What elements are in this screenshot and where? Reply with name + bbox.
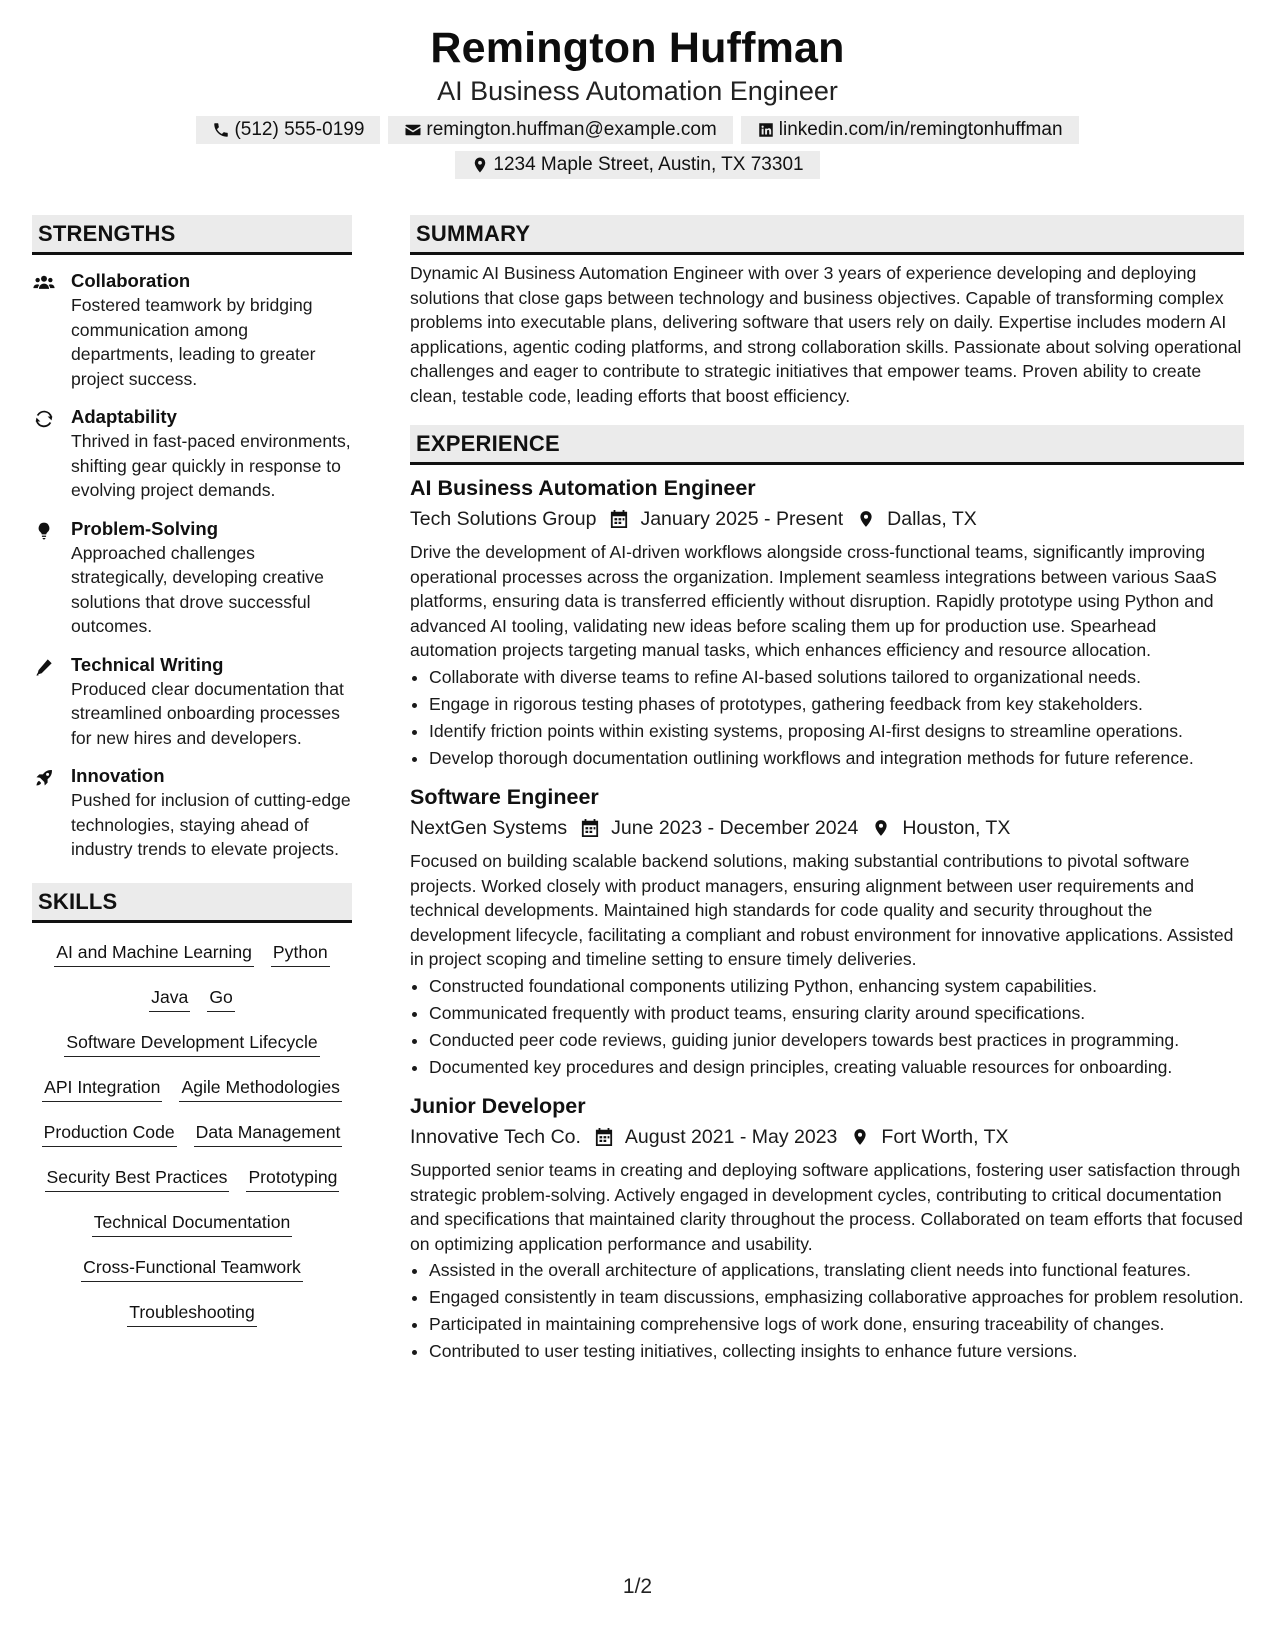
strength-item [32,517,352,639]
skills-list [32,940,352,1327]
job-company: Tech Solutions Group [410,508,597,530]
skill-tag: Python [271,940,330,967]
map-pin-icon [471,156,489,174]
phone-icon [212,121,230,139]
contact-row-2 [0,151,1275,179]
job-location: Fort Worth, TX [881,1126,1009,1148]
strength-desc: Pushed for inclusion of cutting-edge technologies, staying ahead of industry trends to elevate projects. [71,790,351,859]
job-title: Software Engineer [410,785,599,809]
job-entry [410,1091,1244,1364]
strength-desc: Approached challenges strategically, developing creative solutions that drove successful outcomes. [71,542,324,636]
job-dates: August 2021 - May 2023 [624,1126,838,1148]
skills-heading: SKILLS [32,883,352,923]
strength-title: Collaboration [71,270,191,291]
users-icon [33,273,55,293]
linkedin-chip[interactable] [741,116,1079,144]
right-column [410,215,1244,1366]
job-location: Dallas, TX [887,508,977,530]
job-description: Drive the development of AI-driven workflows alongside cross-functional teams, significantly improving operational processes across the organization. Implement seamless integrations between various SaaS platforms, ensuring data is transferred efficiently without disruption. Rapidly prototype using Python and advanced AI tooling, validating new ideas before scaling them up for production use. Spearhead automation projects targeting manual tasks, which enhances efficiency and resource allocation. [410,542,1217,660]
phone-chip[interactable] [196,116,380,144]
email-text: remington.huffman@example.com [426,119,717,140]
strength-item [32,653,352,751]
job-bullet: • Contributed to user testing initiatives, collecting insights to enhance future versions. [429,1339,1244,1364]
candidate-title: AI Business Automation Engineer [437,76,838,106]
phone-text: (512) 555-0199 [234,119,365,140]
resume-header [0,22,1275,179]
skill-tag: Go [207,985,234,1012]
job-description: Focused on building scalable backend solutions, making substantial contributions to pivotal software projects. Worked closely with product managers, ensuring alignment between user requirements and technical developments. Maintained high standards for code quality and security throughout the development lifecycle, facilitating a compliant and robust environment for innovative applications. Assisted in project scoping and timeline setting to ensure timely deliveries. [410,851,1234,969]
map-pin-icon [872,818,890,838]
strength-desc: Thrived in fast-paced environments, shifting gear quickly in response to evolving project demands. [71,431,351,500]
email-chip[interactable] [388,116,732,144]
calendar-icon [581,818,599,838]
strength-title: Adaptability [71,406,177,427]
strength-item [32,405,352,503]
skill-tag: AI and Machine Learning [54,940,254,967]
calendar-icon [610,509,628,529]
job-bullet: • Participated in maintaining comprehensive logs of work done, ensuring traceability of changes. [429,1312,1244,1337]
sync-icon [33,409,55,429]
pencil-icon [33,657,55,677]
job-dates: June 2023 - December 2024 [611,817,859,839]
job-bullet: • Assisted in the overall architecture of applications, translating client needs into functional features. [429,1258,1244,1283]
strength-title: Problem-Solving [71,517,218,539]
job-meta [410,504,1244,534]
summary-text: Dynamic AI Business Automation Engineer with over 3 years of experience developing and deploying solutions that close gaps between technology and business objectives. Capable of transforming complex problems into executable plans, delivering software that users rely on daily. Expertise includes modern AI applications, agentic coding platforms, and strong collaboration skills. Passionate about solving operational challenges and eager to contribute to strategic initiatives that empower teams. Proven ability to create clean, testable code, leading efforts that boost efficiency. [410,263,1242,406]
job-bullet: • Identify friction points within existing systems, proposing AI-first designs to streamline operations. [429,719,1244,744]
job-bullet: • Conducted peer code reviews, guiding junior developers towards best practices in programming. [429,1028,1244,1053]
job-entry [410,473,1244,770]
job-bullet: • Engaged consistently in team discussions, emphasizing collaborative approaches for problem resolution. [429,1285,1244,1310]
skill-tag: Prototyping [246,1165,339,1192]
address-chip [455,151,819,179]
job-meta [410,813,1244,843]
calendar-icon [595,1127,613,1147]
skill-tag: Troubleshooting [127,1300,257,1327]
skill-tag: API Integration [42,1075,162,1102]
address-text: 1234 Maple Street, Austin, TX 73301 [493,154,804,175]
rocket-icon [33,768,55,788]
job-company: NextGen Systems [410,817,568,839]
skill-tag: Production Code [42,1120,177,1147]
skill-tag: Technical Documentation [92,1210,293,1237]
skill-tag: Security Best Practices [45,1165,230,1192]
strength-desc: Produced clear documentation that streamlined onboarding processes for new hires and developers. [71,678,344,748]
job-bullet: • Collaborate with diverse teams to refine AI-based solutions tailored to organizational needs. [429,665,1244,690]
strengths-heading: STRENGTHS [32,215,352,255]
job-title: Junior Developer [410,1094,586,1118]
linkedin-icon [757,121,775,139]
skill-tag: Java [149,985,190,1012]
job-bullets [410,665,1244,771]
candidate-name: Remington Huffman [430,24,845,72]
envelope-icon [404,121,422,139]
experience-heading: EXPERIENCE [410,425,1244,465]
skill-tag: Data Management [194,1120,343,1147]
linkedin-text: linkedin.com/in/remingtonhuffman [778,119,1063,140]
skill-tag: Software Development Lifecycle [64,1030,319,1057]
job-entry [410,782,1244,1079]
job-location: Houston, TX [902,817,1011,839]
summary-heading: SUMMARY [410,215,1244,255]
strength-item [32,269,352,391]
job-description: Supported senior teams in creating and deploying software applications, fostering user satisfaction through strategic problem-solving. Actively engaged in development cycles, contributing to critical documentation and specifications that maintained clarity throughout the process. Collaborated on team efforts that focused on optimizing application performance and usability. [410,1160,1243,1254]
map-pin-icon [851,1127,869,1147]
page-number: 1/2 [622,1575,653,1598]
strength-title: Innovation [71,765,165,786]
contact-row [0,116,1275,144]
job-meta [410,1122,1244,1152]
job-company: Innovative Tech Co. [410,1126,581,1148]
job-dates: January 2025 - Present [640,508,844,530]
lightbulb-icon [33,521,55,541]
job-title: AI Business Automation Engineer [410,476,756,500]
strength-title: Technical Writing [71,653,224,675]
strength-desc: Fostered teamwork by bridging communication among departments, leading to greater project success. [71,295,316,389]
job-bullets [410,1258,1244,1364]
job-bullet: • Constructed foundational components utilizing Python, enhancing system capabilities. [429,974,1244,999]
job-bullet: • Documented key procedures and design principles, creating valuable resources for onboarding. [429,1055,1244,1080]
strength-item [32,764,352,862]
map-pin-icon [857,509,875,529]
job-bullet: • Communicated frequently with product teams, ensuring clarity around specifications. [429,1001,1244,1026]
skill-tag: Cross-Functional Teamwork [81,1255,303,1282]
job-bullet: • Develop thorough documentation outlining workflows and integration methods for future reference. [429,746,1244,771]
skill-tag: Agile Methodologies [179,1075,341,1102]
left-column [32,215,352,1327]
job-bullet: • Engage in rigorous testing phases of prototypes, gathering feedback from key stakeholders. [429,692,1244,717]
job-bullets [410,974,1244,1080]
